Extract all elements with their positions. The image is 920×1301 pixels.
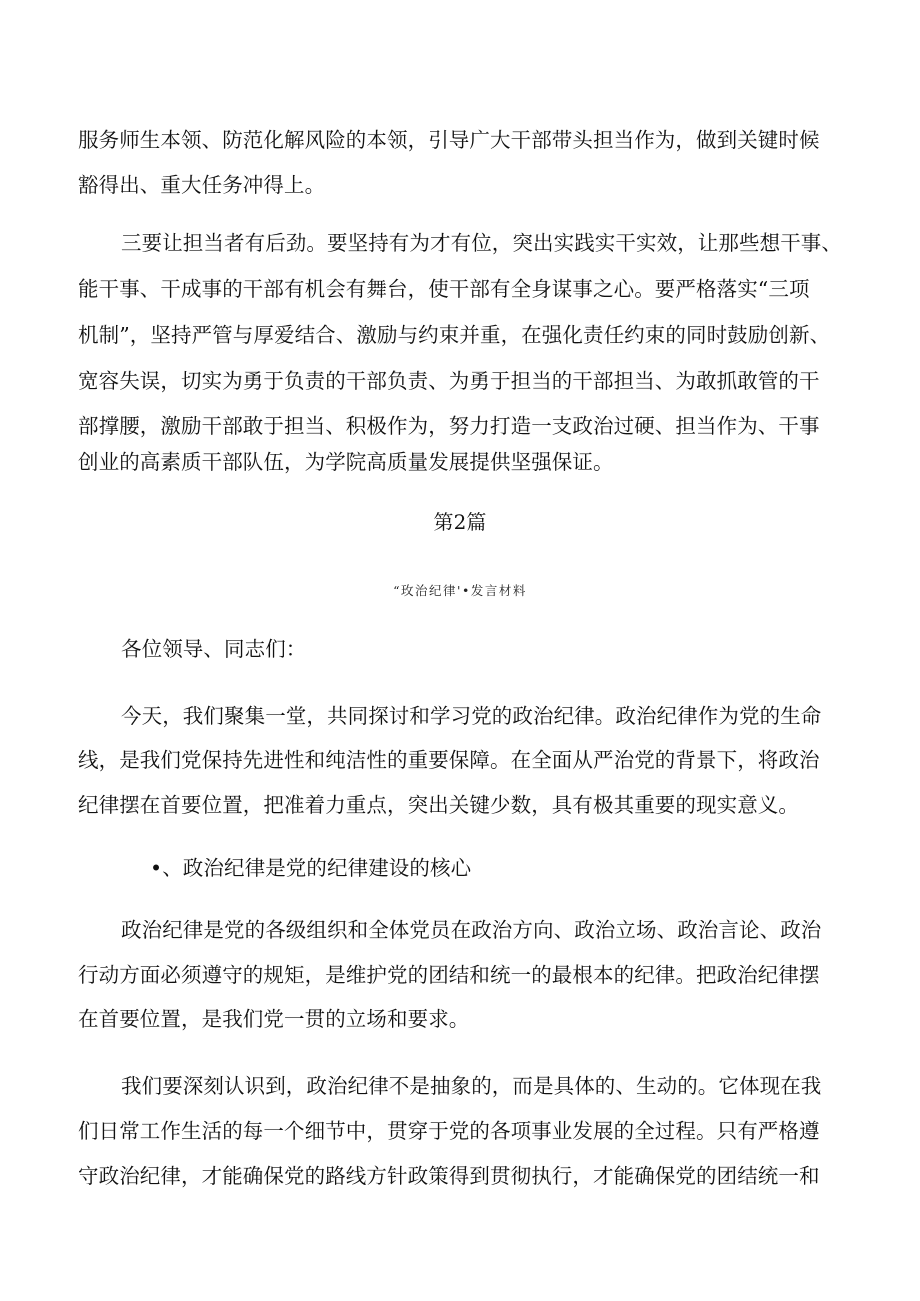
section-heading: •、政治纪律是党的纪律建设的核心 [150, 856, 472, 880]
greeting: 各位领导、同志们： [121, 637, 307, 661]
paragraph-line: 今天，我们聚集一堂，共同探讨和学习党的政治纪律。政治纪律作为党的生命 [121, 704, 822, 728]
paragraph-line: 纪律摆在首要位置，把准着力重点，突出关键少数，具有极其重要的现实意义。 [78, 793, 799, 817]
paragraph-line: 们日常工作生活的每一个细节中，贯穿于党的各项事业发展的全过程。只有严格遵 [78, 1119, 820, 1143]
paragraph-line: 服务师生本领、防范化解风险的本领，引导广大干部带头担当作为，做到关键时候 [78, 128, 820, 152]
paragraph-line: 宽容失误，切实为勇于负责的干部负责、为勇于担当的干部担当、为敢抓敢管的干 [78, 369, 820, 393]
paragraph-line: 部撑腰，激励干部敢于担当、积极作为，努力打造一支政治过硬、担当作为、干事 [78, 414, 820, 438]
paragraph-line: 守政治纪律，才能确保党的路线方针政策得到贯彻执行，才能确保党的团结统一和 [78, 1164, 820, 1188]
paragraph-line: 我们要深刻认识到，政治纪律不是抽象的，而是具体的、生动的。它体现在我 [121, 1074, 822, 1098]
paragraph-line: 机制”，坚持严管与厚爱结合、激励与约束并重，在强化责任约束的同时鼓励创新、 [78, 323, 831, 347]
paragraph-line: 创业的高素质干部队伍，为学院高质量发展提供坚强保证。 [78, 450, 614, 474]
paragraph-line: 在首要位置，是我们党一贯的立场和要求。 [78, 1007, 470, 1031]
paragraph-line: 线，是我们党保持先进性和纯洁性的重要保障。在全面从严治党的背景下，将政治 [78, 748, 820, 772]
paragraph-line: 三要让担当者有后劲。要坚持有为才有位，突出实践实干实效，让那些想干事、 [121, 231, 842, 255]
paragraph-line: 豁得出、重大任务冲得上。 [78, 173, 326, 197]
paragraph-line: 政治纪律是党的各级组织和全体党员在政治方向、政治立场、政治言论、政治 [121, 918, 822, 942]
paragraph-line: 行动方面必须遵守的规矩，是维护党的团结和统一的最根本的纪律。把政治纪律摆 [78, 963, 820, 987]
document-subtitle: “玫治纪律'•发言材料 [393, 583, 527, 598]
section-title: 第2篇 [433, 510, 487, 534]
paragraph-line: 能干事、干成事的干部有机会有舞台，使干部有全身谋事之心。要严格落实“三项 [78, 277, 810, 301]
